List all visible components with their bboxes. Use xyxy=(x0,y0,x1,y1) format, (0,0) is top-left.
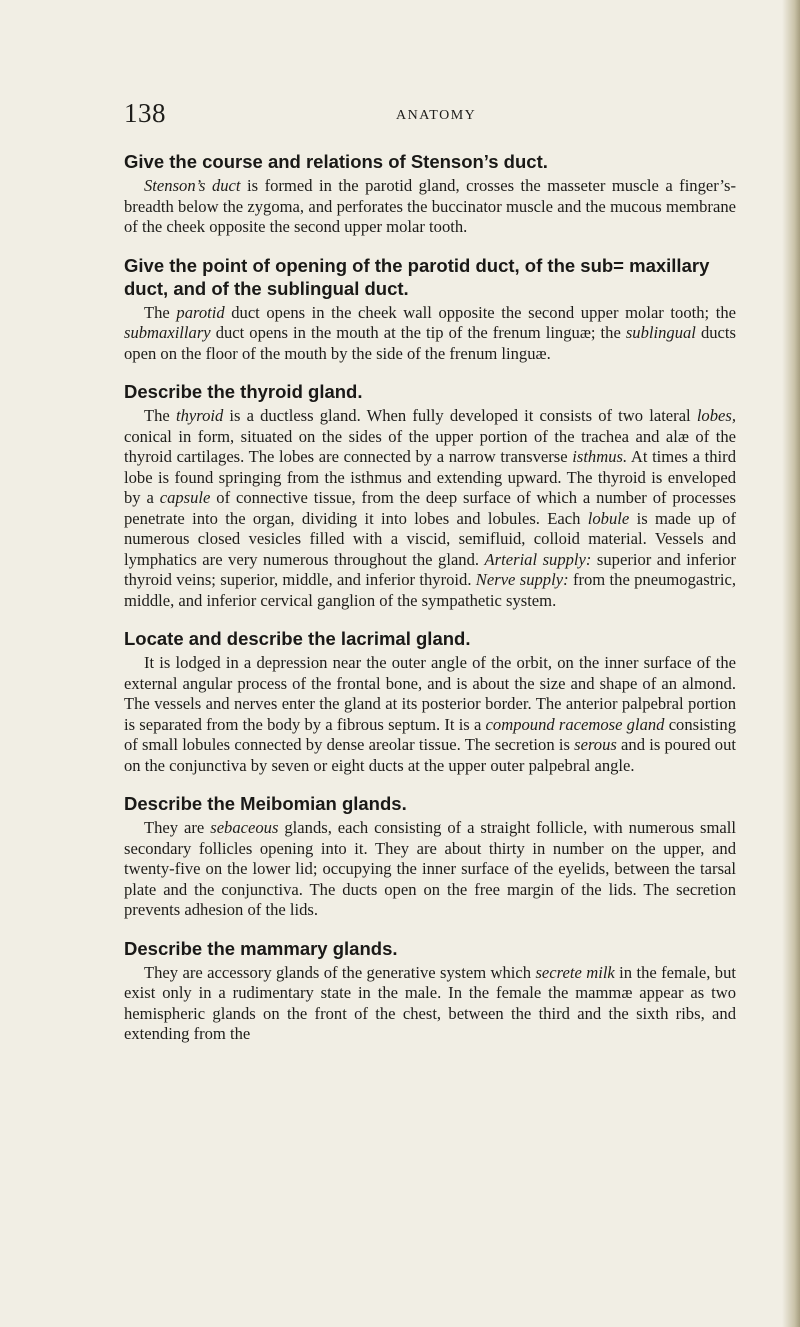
answer-paragraph xyxy=(124,653,736,776)
text-run: conical in form, situated on the sides of the upper portion of the trachea and alæ of the thyroid cartilages. The lobes are connected by a narrow transverse xyxy=(124,426,736,466)
section-meibomian-glands xyxy=(124,792,736,921)
italic-term: lobes, xyxy=(696,406,736,425)
italic-term: sublingual xyxy=(625,323,696,342)
italic-term: lobule xyxy=(587,508,630,528)
answer-paragraph xyxy=(124,406,736,611)
question-heading: Give the point of opening of the parotid duct, of the sub= maxillary duct, and of the sublingual duct. xyxy=(124,254,710,299)
section-lacrimal-gland xyxy=(124,627,736,776)
italic-term: Nerve supply: xyxy=(475,570,569,589)
italic-term: sebaceous xyxy=(210,818,279,837)
text-run: They are accessory glands of the generative system which xyxy=(144,962,536,982)
question-heading: Locate and describe the lacrimal gland. xyxy=(124,628,471,649)
text-run: is made up of numerous closed vesicles filled with a viscid, semifluid, colloid material. Vessels and lymphatics are very numerous throughout the gland. xyxy=(124,508,736,569)
italic-term: secrete milk xyxy=(535,962,615,982)
text-run: duct opens in the mouth at the tip of the frenum linguæ; the xyxy=(210,323,626,342)
question-heading: Describe the mammary glands. xyxy=(124,937,398,959)
section-stensons-duct xyxy=(124,150,736,238)
italic-term: isthmus. xyxy=(572,447,628,466)
page-edge xyxy=(782,0,800,1327)
question-heading: Describe the thyroid gland. xyxy=(124,381,363,402)
italic-term: parotid xyxy=(176,302,225,322)
text-run: They are xyxy=(144,818,211,837)
text-run: in the female, but exist only in a rudimentary state in the male. In the female the mammæ appear as two hemispheric glands on the front of the chest, between the third and the sixth ribs, and extending from the xyxy=(124,962,736,1043)
text-run: superior and inferior thyroid veins; superior, middle, and inferior thyroid. xyxy=(124,549,736,589)
text-run: glands, each consisting of a straight follicle, with numerous small secondary follicles opening into it. They are about thirty in number on the upper, and twenty-five on the lower lid; occupying the inner surface of the eyelids, between the tarsal plate and the conjunctiva. The ducts open on the free margin of the lids. The secretion prevents adhesion of the lids. xyxy=(124,818,736,919)
text-run: duct opens in the cheek wall opposite the second upper molar tooth; the xyxy=(224,302,736,322)
text-run: It is lodged in a depression near the outer angle of the orbit, on the inner surface of the external angular process of the frontal bone, and is about the size and shape of an almond. The vessels and nerves enter the gland at its posterior border. The anterior palpebral portion is separated from the body by a fibrous septum. It is a xyxy=(124,653,736,734)
text-run: and is poured out on the conjunctiva by seven or eight ducts at the upper outer palpebral angle. xyxy=(124,735,736,775)
running-head: ANATOMY xyxy=(396,108,477,123)
text-run: The xyxy=(144,406,176,425)
italic-term: Stenson’s duct xyxy=(144,176,241,195)
section-thyroid-gland xyxy=(124,380,736,611)
italic-term: thyroid xyxy=(175,406,224,425)
answer-paragraph xyxy=(124,963,736,1045)
text-run: consisting of small lobules connected by dense areolar tissue. The secretion is xyxy=(124,714,736,754)
italic-term: compound racemose gland xyxy=(485,714,665,734)
text-run: The xyxy=(144,302,177,322)
section-mammary-glands xyxy=(124,937,736,1045)
italic-term: submaxillary xyxy=(124,323,211,342)
section-duct-openings xyxy=(124,254,736,365)
page-number: 138 xyxy=(124,98,166,128)
italic-term: capsule xyxy=(159,488,211,507)
answer-paragraph xyxy=(124,818,736,921)
page-body xyxy=(124,150,736,1061)
page-header xyxy=(124,98,734,138)
text-run: from the pneumogastric, middle, and inferior cervical ganglion of the sympathetic system. xyxy=(124,570,736,610)
text-run: of connective tissue, from the deep surface of which a number of processes penetrate into the organ, dividing it into lobes and lobules. Each xyxy=(124,488,736,528)
answer-paragraph xyxy=(124,176,736,238)
text-run: At times a third lobe is found springing from the isthmus and extending upward. The thyroid is enveloped by a xyxy=(124,447,736,507)
text-run: ducts open on the floor of the mouth by the side of the frenum linguæ. xyxy=(124,323,736,363)
question-heading: Give the course and relations of Stenson’s duct. xyxy=(124,151,548,172)
question-heading: Describe the Meibomian glands. xyxy=(124,793,407,814)
text-run: is formed in the parotid gland, crosses the masseter muscle a finger’s-breadth below the zygoma, and perforates the buccinator muscle and the mucous membrane of the cheek opposite the second upper molar tooth. xyxy=(124,176,736,236)
text-run: is a ductless gland. When fully developed it consists of two lateral xyxy=(223,406,697,425)
italic-term: serous xyxy=(574,735,617,754)
italic-term: Arterial supply: xyxy=(484,549,592,569)
answer-paragraph xyxy=(124,303,736,365)
